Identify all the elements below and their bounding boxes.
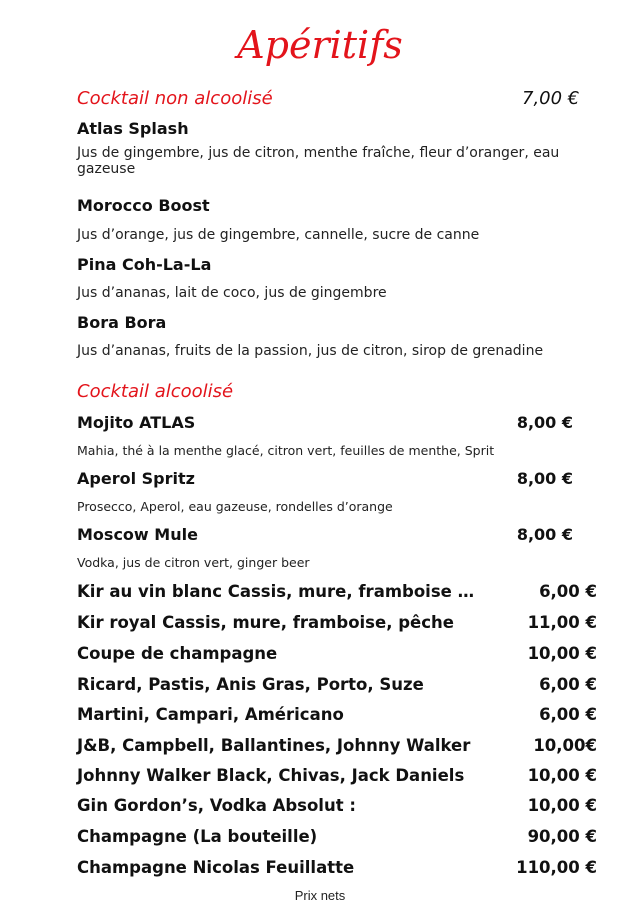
drink-price: 110,00 € [516,858,597,877]
item-price: 8,00 € [516,469,573,488]
drink-row [77,581,597,603]
page-title: Apéritifs [237,23,403,67]
drink-name: Champagne (La bouteille) [77,827,318,846]
item-name: Aperol Spritz [77,469,195,488]
section-price-non-alcoholic: 7,00 € [522,88,580,109]
drink-row [77,612,597,634]
drink-price: 10,00 € [527,766,597,785]
item-name: Pina Coh-La-La [77,255,212,274]
drink-price: 90,00 € [527,827,597,846]
item-description: Jus d’ananas, fruits de la passion, jus de citron, sirop de grenadine [77,343,544,359]
drink-row [77,826,597,848]
drink-price: 6,00 € [539,582,597,601]
item-description: Prosecco, Aperol, eau gazeuse, rondelles d’orange [77,499,393,514]
drink-row [77,765,597,787]
drink-price: 10,00 € [527,796,597,815]
drink-name: Martini, Campari, Américano [77,705,344,724]
item-name: Moscow Mule [77,525,198,544]
item-description: Jus d’orange, jus de gingembre, cannelle, sucre de canne [77,227,480,243]
drink-name: Johnny Walker Black, Chivas, Jack Daniels [77,766,465,785]
footer-note: Prix nets [294,888,346,903]
item-description: Mahia, thé à la menthe glacé, citron vert, feuilles de menthe, Sprit [77,443,495,458]
drink-row [77,674,597,696]
item-name: Mojito ATLAS [77,413,196,432]
drink-name: Coupe de champagne [77,644,278,663]
drink-name: Kir royal Cassis, mure, framboise, pêche [77,613,454,632]
item-description: Vodka, jus de citron vert, ginger beer [77,555,310,570]
drink-name: Champagne Nicolas Feuillatte [77,858,355,877]
drink-price: 10,00€ [533,736,597,755]
item-price: 8,00 € [516,525,573,544]
section-heading-alcoholic: Cocktail alcoolisé [77,381,234,402]
drink-row [77,735,597,757]
item-description: Jus de gingembre, jus de citron, menthe fraîche, fleur d’oranger, eau gazeuse [77,145,560,177]
drink-row [77,795,597,817]
drink-name: Kir au vin blanc Cassis, mure, framboise … [77,582,475,601]
item-name: Morocco Boost [77,196,210,215]
drink-row [77,643,597,665]
drink-price: 6,00 € [539,705,597,724]
item-price: 8,00 € [516,413,573,432]
drink-name: Ricard, Pastis, Anis Gras, Porto, Suze [77,675,424,694]
item-name: Atlas Splash [77,119,189,138]
drink-price: 10,00 € [527,644,597,663]
drink-price: 6,00 € [539,675,597,694]
drink-name: Gin Gordon’s, Vodka Absolut : [77,796,356,815]
drink-name: J&B, Campbell, Ballantines, Johnny Walker [77,736,471,755]
section-heading-non-alcoholic: Cocktail non alcoolisé [77,88,273,109]
drink-row [77,704,597,726]
drink-row [77,857,597,879]
item-description: Jus d’ananas, lait de coco, jus de gingembre [77,285,387,301]
drink-price: 11,00 € [527,613,597,632]
item-name: Bora Bora [77,313,167,332]
